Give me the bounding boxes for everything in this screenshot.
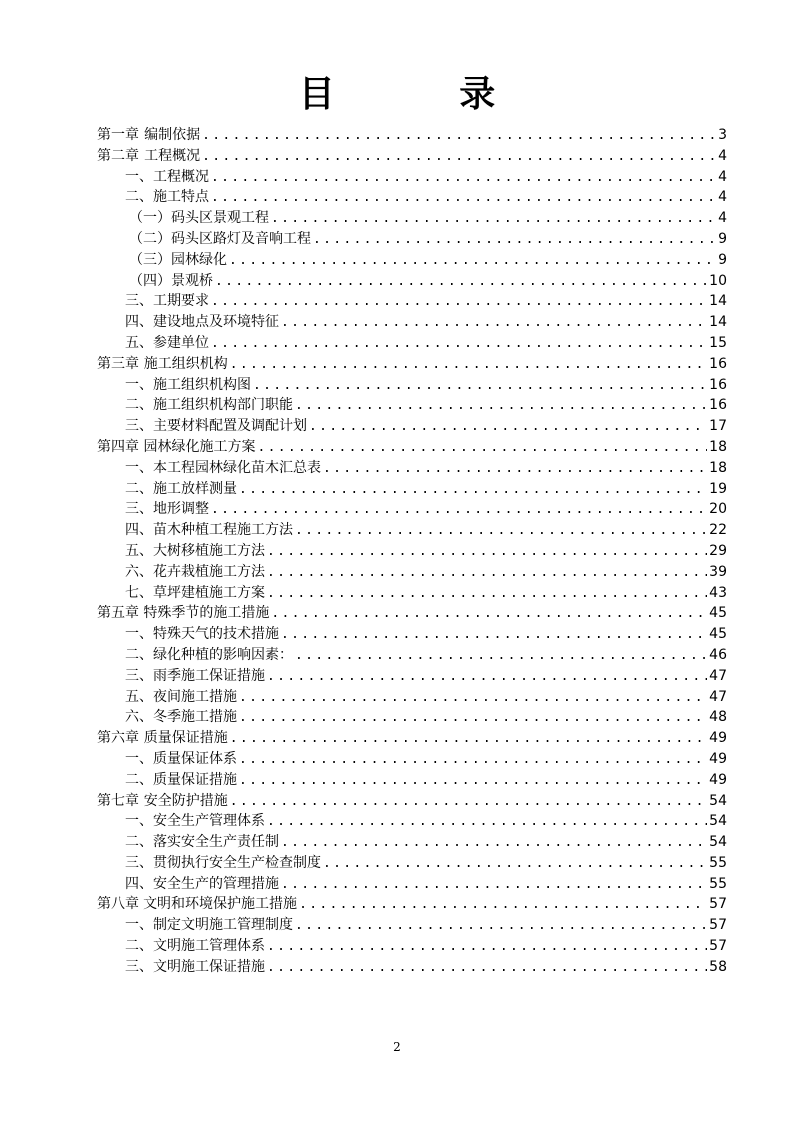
toc-entry-page: 49 [709,750,727,767]
toc-entry-label: 雨季施工保证措施 [153,667,265,684]
toc-entry-label: 景观桥 [171,272,213,289]
toc-leader-dots [267,958,707,979]
toc-leader-dots [295,521,707,542]
toc-entry-number: 三、 [125,667,153,684]
table-of-contents [97,125,727,978]
toc-entry[interactable] [97,874,727,895]
toc-entry[interactable] [97,146,727,167]
toc-entry-label: 施工放样测量 [153,480,237,497]
toc-entry-label: 大树移植施工方法 [153,542,265,559]
toc-entry[interactable] [97,562,727,583]
toc-leader-dots [215,272,707,293]
toc-leader-dots [211,334,707,355]
toc-entry-label: 质量保证体系 [153,750,237,767]
toc-entry[interactable] [97,437,727,458]
toc-entry[interactable] [97,936,727,957]
toc-leader-dots [271,604,707,625]
toc-entry-number: 二、 [125,834,153,851]
toc-entry-number: 三、 [125,293,153,310]
toc-leader-dots [230,355,707,376]
toc-leader-dots [267,542,707,563]
toc-entry-page: 14 [709,314,727,331]
toc-leader-dots [295,646,707,667]
toc-entry-page: 3 [718,127,727,143]
toc-entry[interactable] [97,520,727,541]
toc-entry-label: 建设地点及环境特征 [153,314,279,331]
toc-entry[interactable] [97,208,727,229]
toc-entry-page: 57 [709,896,727,913]
toc-leader-dots [230,792,707,813]
toc-leader-dots [295,916,707,937]
toc-entry-number: 六、 [125,709,153,726]
toc-leader-dots [257,438,707,459]
toc-entry-number: 二、 [125,938,153,955]
toc-entry-label: 制定文明施工管理制度 [153,917,293,934]
toc-leader-dots [323,459,707,480]
toc-entry-number: 第二章 [97,147,139,164]
toc-entry[interactable] [97,125,727,146]
toc-entry-label: 安全生产管理体系 [153,813,265,830]
toc-entry-page: 57 [709,938,727,955]
toc-entry-number: 一、 [125,168,153,185]
toc-entry-number: 七、 [125,584,153,601]
toc-entry-label: 工程概况 [144,147,201,164]
toc-entry-number: 第七章 [97,792,139,809]
toc-entry-page: 4 [718,168,727,185]
toc-entry-page: 54 [709,813,727,830]
toc-leader-dots [239,480,707,501]
toc-entry[interactable] [97,894,727,915]
toc-entry[interactable] [97,187,727,208]
toc-entry-page: 55 [709,854,727,871]
toc-entry-page: 4 [718,147,727,164]
toc-leader-dots [211,500,707,521]
toc-entry-number: 六、 [125,563,153,580]
toc-entry-number: 四、 [125,522,153,539]
toc-entry-number: 五、 [125,688,153,705]
toc-entry[interactable] [97,375,727,396]
toc-entry-page: 47 [709,667,727,684]
toc-entry-number: （二） [129,230,171,247]
toc-entry-number: （四） [129,272,171,289]
toc-entry-label: 编制依据 [144,127,201,143]
toc-entry-number: 四、 [125,875,153,892]
toc-entry-number: 第六章 [97,730,139,747]
toc-entry-label: 施工组织机构 [143,355,228,372]
toc-leader-dots [239,750,707,771]
toc-entry-page: 16 [709,355,727,372]
toc-entry[interactable] [97,479,727,500]
toc-entry-number: 二、 [125,480,153,497]
toc-entry[interactable] [97,832,727,853]
toc-entry[interactable] [97,583,727,604]
toc-entry-label: 园林绿化施工方案 [143,438,256,455]
toc-entry-number: 五、 [125,334,153,351]
toc-entry-number: 三、 [125,854,153,871]
toc-entry-page: 18 [709,459,727,476]
toc-entry[interactable] [97,749,727,770]
toc-entry[interactable] [97,853,727,874]
toc-entry[interactable] [97,957,727,978]
toc-entry-page: 22 [709,522,727,539]
toc-entry[interactable] [97,458,727,479]
page-title: 目 录 [298,74,552,115]
toc-entry[interactable] [97,687,727,708]
toc-leader-dots [211,168,716,189]
toc-entry-page: 29 [709,542,727,559]
toc-entry[interactable] [97,603,727,624]
toc-leader-dots [281,875,707,896]
toc-entry[interactable] [97,333,727,354]
toc-leader-dots [239,771,707,792]
toc-leader-dots [211,188,716,209]
toc-leader-dots [309,417,707,438]
toc-entry-page: 48 [709,709,727,726]
toc-entry[interactable] [97,770,727,791]
toc-entry-label: 主要材料配置及调配计划 [153,418,307,435]
toc-entry-label: 园林绿化 [171,251,227,268]
toc-leader-dots [202,126,716,147]
toc-entry-page: 49 [709,771,727,788]
toc-entry[interactable] [97,291,727,312]
toc-entry[interactable] [97,666,727,687]
toc-entry-label: 花卉栽植施工方法 [153,563,265,580]
toc-entry-number: 五、 [125,542,153,559]
toc-entry-number: 二、 [125,646,153,663]
toc-entry-label: 工程概况 [153,168,209,185]
toc-entry[interactable] [97,707,727,728]
toc-entry-label: 贯彻执行安全生产检查制度 [153,854,321,871]
toc-entry[interactable] [97,167,727,188]
toc-entry-label: 施工特点 [153,189,209,206]
footer-page-number: 2 [393,1040,401,1054]
toc-entry[interactable] [97,728,727,749]
toc-entry-label: 地形调整 [153,501,209,518]
toc-entry-label: 文明施工管理体系 [153,938,265,955]
toc-entry[interactable] [97,229,727,250]
toc-entry-number: 一、 [125,750,153,767]
toc-entry-label: 特殊天气的技术措施 [153,626,279,643]
toc-leader-dots [299,895,707,916]
toc-entry-number: 三、 [125,501,153,518]
toc-entry-number: 二、 [125,397,153,414]
toc-entry-number: 一、 [125,813,153,830]
toc-entry-page: 43 [709,584,727,601]
toc-entry-page: 19 [709,480,727,497]
toc-entry-number: 一、 [125,917,153,934]
toc-entry-label: 文明和环境保护施工措施 [143,896,298,913]
toc-entry[interactable] [97,624,727,645]
toc-entry-number: （三） [129,251,171,268]
toc-entry[interactable] [97,354,727,375]
toc-leader-dots [253,376,707,397]
toc-entry-page: 14 [709,293,727,310]
toc-entry-number: （一） [129,210,171,227]
toc-entry-label: 特殊季节的施工措施 [143,605,270,622]
toc-entry-number: 第四章 [97,438,139,455]
toc-entry-page: 54 [709,834,727,851]
toc-leader-dots [239,688,707,709]
toc-entry-page: 17 [709,418,727,435]
toc-entry-label: 落实安全生产责任制 [153,834,279,851]
toc-entry-label: 参建单位 [153,334,209,351]
toc-entry-page: 58 [709,958,727,975]
toc-entry-page: 57 [709,917,727,934]
toc-entry-number: 一、 [125,376,153,393]
toc-leader-dots [267,937,707,958]
toc-leader-dots [281,625,707,646]
toc-entry-number: 第八章 [97,896,139,913]
toc-entry-number: 三、 [125,958,153,975]
toc-entry-page: 45 [709,605,727,622]
toc-entry[interactable] [97,416,727,437]
toc-entry-page: 55 [709,875,727,892]
toc-entry[interactable] [97,915,727,936]
toc-entry-page: 46 [709,646,727,663]
toc-entry[interactable] [97,499,727,520]
toc-leader-dots [323,854,707,875]
toc-entry-page: 4 [718,189,727,206]
toc-leader-dots [295,396,707,417]
toc-entry-label: 施工组织机构部门职能 [153,397,293,414]
toc-entry-label: 质量保证措施 [143,730,228,747]
toc-entry-number: 二、 [125,771,153,788]
toc-entry-page: 54 [709,792,727,809]
toc-entry-label: 绿化种植的影响因素： [153,646,293,663]
toc-leader-dots [313,230,716,251]
toc-entry-page: 10 [709,272,727,289]
toc-entry-label: 码头区景观工程 [171,210,269,227]
toc-entry-number: 三、 [125,418,153,435]
toc-leader-dots [267,584,707,605]
toc-entry-page: 16 [709,397,727,414]
toc-entry-page: 45 [709,626,727,643]
toc-entry-page: 39 [709,563,727,580]
toc-entry-label: 工期要求 [153,293,209,310]
toc-entry-label: 安全生产的管理措施 [153,875,279,892]
toc-entry-label: 冬季施工措施 [153,709,237,726]
toc-leader-dots [267,812,707,833]
toc-entry-label: 安全防护措施 [143,792,228,809]
toc-entry-page: 20 [709,501,727,518]
toc-entry-page: 4 [718,210,727,227]
toc-entry-number: 第一章 [97,127,139,143]
toc-entry-page: 9 [718,251,727,268]
toc-leader-dots [230,729,707,750]
toc-entry-label: 苗木种植工程施工方法 [153,522,293,539]
toc-leader-dots [271,209,716,230]
toc-entry-label: 码头区路灯及音响工程 [171,230,311,247]
toc-entry[interactable] [97,312,727,333]
toc-entry-page: 16 [709,376,727,393]
toc-entry-number: 第五章 [97,605,139,622]
toc-leader-dots [267,667,707,688]
toc-entry[interactable] [97,395,727,416]
toc-entry-number: 四、 [125,314,153,331]
toc-entry-label: 夜间施工措施 [153,688,237,705]
toc-leader-dots [229,251,716,272]
toc-entry-label: 本工程园林绿化苗木汇总表 [153,459,321,476]
toc-leader-dots [202,147,716,168]
toc-entry-label: 文明施工保证措施 [153,958,265,975]
toc-entry-page: 9 [718,230,727,247]
toc-entry-page: 47 [709,688,727,705]
toc-entry-number: 一、 [125,626,153,643]
toc-leader-dots [281,313,707,334]
toc-entry-label: 草坪建植施工方案 [153,584,265,601]
toc-entry[interactable] [97,541,727,562]
toc-entry[interactable] [97,645,727,666]
toc-leader-dots [281,833,707,854]
toc-entry[interactable] [97,250,727,271]
toc-leader-dots [267,563,707,584]
toc-entry[interactable] [97,791,727,812]
toc-entry-label: 施工组织机构图 [153,376,251,393]
toc-entry-number: 一、 [125,459,153,476]
toc-entry-page: 18 [709,438,727,455]
toc-entry[interactable] [97,811,727,832]
toc-entry-page: 49 [709,730,727,747]
toc-leader-dots [239,708,707,729]
toc-entry-page: 15 [709,334,727,351]
toc-leader-dots [211,292,707,313]
toc-entry-label: 质量保证措施 [153,771,237,788]
toc-entry-number: 二、 [125,189,153,206]
toc-entry-number: 第三章 [97,355,139,372]
toc-entry[interactable] [97,271,727,292]
